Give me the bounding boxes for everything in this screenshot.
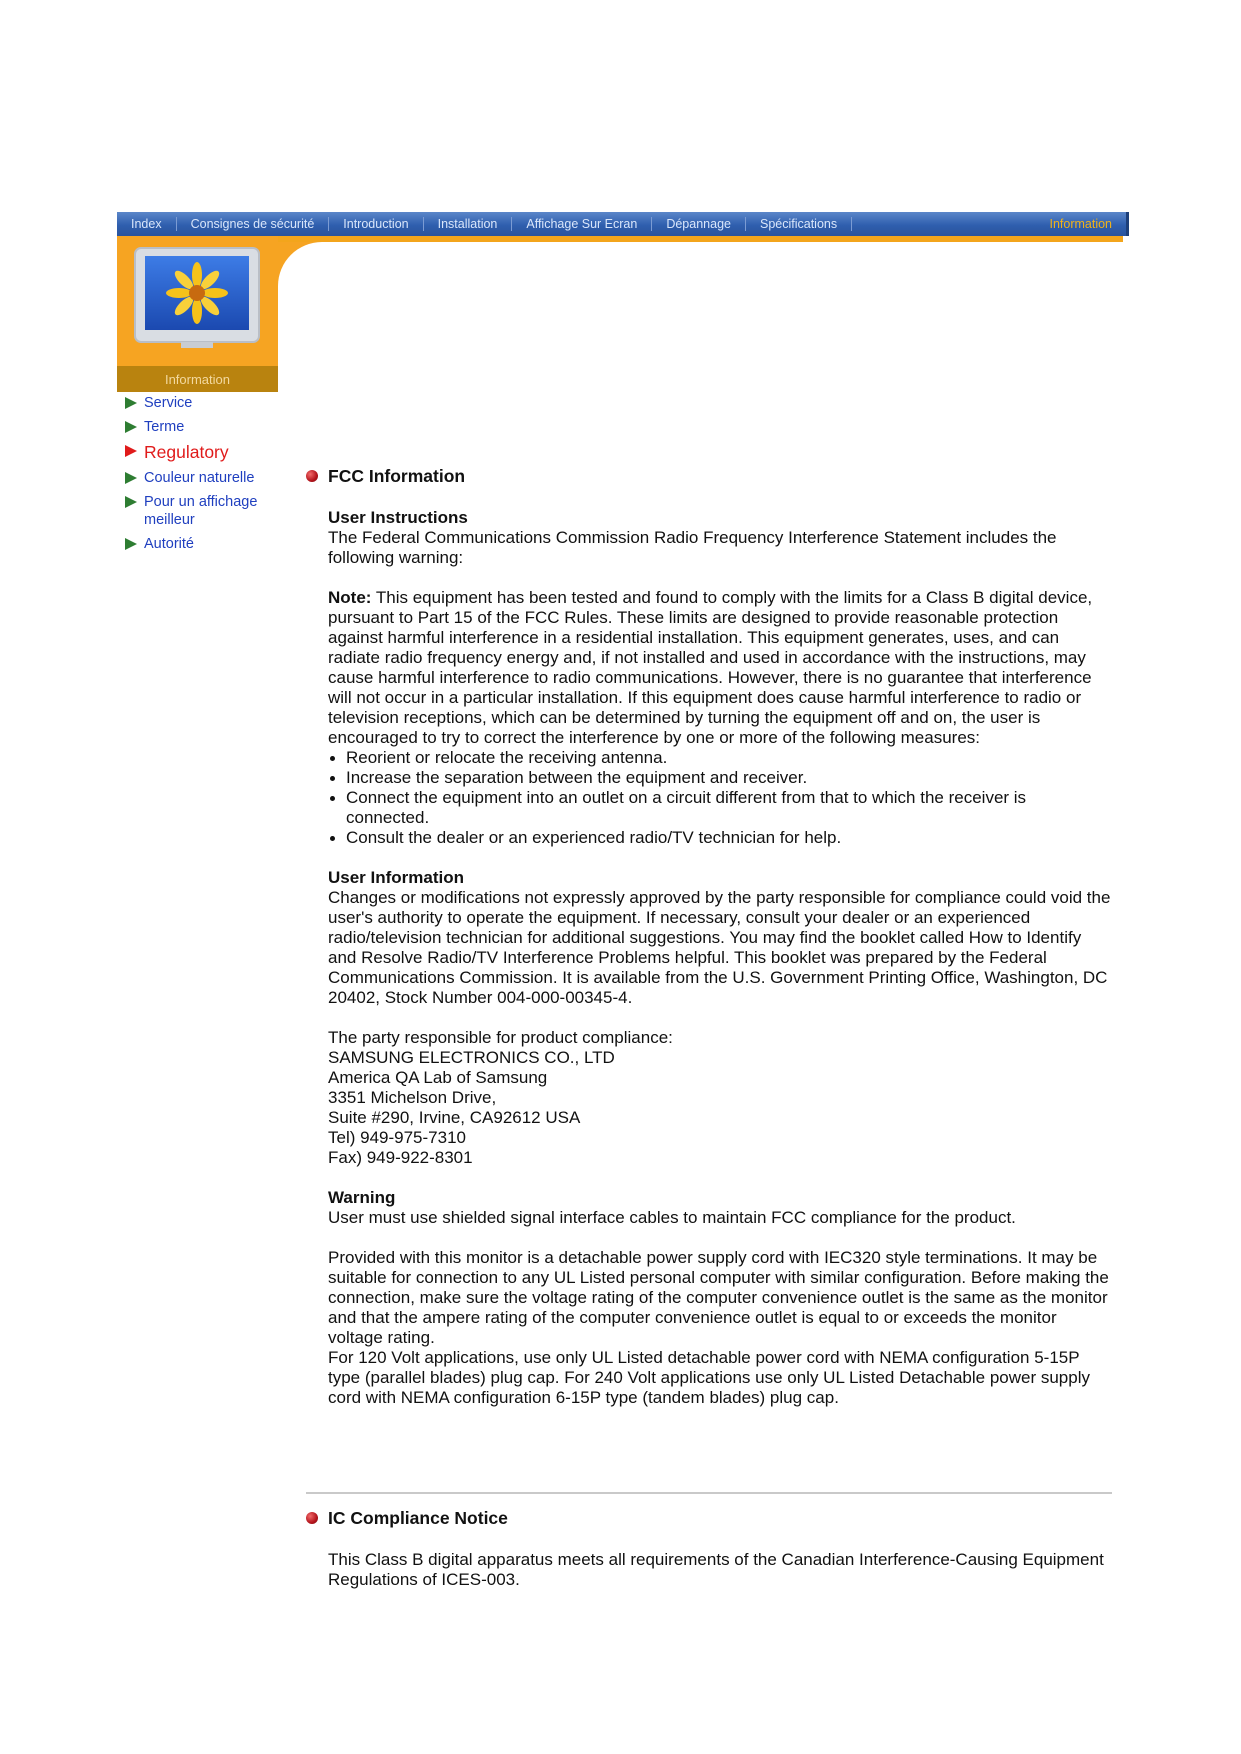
user-instructions-text: The Federal Communications Commission Radio Frequency Interference Statement includes the following warning:	[328, 528, 1057, 567]
tab-osd[interactable]: Affichage Sur Ecran	[512, 217, 652, 231]
tab-safety[interactable]: Consignes de sécurité	[177, 217, 330, 231]
measures-list	[328, 748, 1113, 848]
tab-index[interactable]: Index	[117, 217, 177, 231]
banner-curve	[278, 242, 1126, 302]
volt-text: For 120 Volt applications, use only UL Listed detachable power cord with NEMA configuration 5-15P type (parallel blades) plug cap. For 240 Volt applications use only UL Listed Detachable power supply cord with NEMA configuration 6-15P type (tandem blades) plug cap.	[328, 1348, 1090, 1407]
note-text: This equipment has been tested and found to comply with the limits for a Class B digital device, pursuant to Part 15 of the FCC Rules. These limits are designed to provide reasonable protection against harmful interference in a residential installation. This equipment generates, uses, and can radiate radio frequency energy and, if not installed and used in accordance with the instructions, may cause harmful interference to radio communications. However, there is no guarantee that interference will not occur in a particular installation. If this equipment does cause harmful interference to radio or television receptions, which can be determined by turning the equipment off and on, the user is encouraged to try to correct the interference by one or more of the following measures:	[328, 588, 1093, 747]
tab-specifications[interactable]: Spécifications	[746, 217, 852, 231]
arrow-right-icon	[125, 445, 137, 457]
note-label: Note:	[328, 588, 372, 607]
party-lab: America QA Lab of Samsung	[328, 1068, 548, 1087]
user-instructions-heading: User Instructions	[328, 508, 468, 527]
sidebar-item-terme[interactable]	[125, 418, 275, 436]
main-content	[328, 466, 1113, 1590]
sidebar-item-label: Service	[144, 395, 193, 411]
sidebar-item-service[interactable]	[125, 394, 275, 412]
sidebar-item-autorite[interactable]	[125, 535, 275, 553]
ic-section-heading	[306, 1508, 1091, 1528]
monitor-illustration	[133, 246, 261, 350]
party-intro: The party responsible for product compliance:	[328, 1028, 673, 1047]
sidebar-item-couleur-naturelle[interactable]	[125, 469, 275, 487]
user-information-heading: User Information	[328, 868, 465, 887]
warning-text: User must use shielded signal interface cables to maintain FCC compliance for the product.	[328, 1208, 1016, 1227]
list-item: Consult the dealer or an experienced radio/TV technician for help.	[328, 828, 1113, 848]
arrow-right-icon	[125, 496, 137, 508]
party-suite: Suite #290, Irvine, CA92612 USA	[328, 1108, 581, 1127]
top-nav-bar	[117, 212, 1129, 236]
power-cord-text: Provided with this monitor is a detachable power supply cord with IEC320 style terminations. It may be suitable for connection to any UL Listed personal computer with similar configuration. Before making the connection, make sure the voltage rating of the computer convenience outlet is the same as the monitor and that the ampere rating of the computer convenience outlet is equal to or exceeds the monitor voltage rating.	[328, 1248, 1109, 1347]
sidebar-item-label: Pour un affichage meilleur	[144, 494, 258, 528]
warning-heading: Warning	[328, 1188, 396, 1207]
party-company: SAMSUNG ELECTRONICS CO., LTD	[328, 1048, 615, 1067]
bullet-icon	[306, 1512, 318, 1524]
section-title: IC Compliance Notice	[328, 1508, 508, 1528]
ic-text: This Class B digital apparatus meets all requirements of the Canadian Interference-Causing Equipment Regulations of ICES-003.	[328, 1550, 1104, 1589]
arrow-right-icon	[125, 472, 137, 484]
list-item: Connect the equipment into an outlet on a circuit different from that to which the receiver is connected.	[328, 788, 1113, 828]
section-divider	[306, 1492, 1112, 1494]
party-street: 3351 Michelson Drive,	[328, 1088, 497, 1107]
list-item: Reorient or relocate the receiving antenna.	[328, 748, 1113, 768]
party-tel: Tel) 949-975-7310	[328, 1128, 466, 1147]
sidebar-header-label: Information	[117, 366, 278, 392]
list-item: Increase the separation between the equipment and receiver.	[328, 768, 1113, 788]
arrow-right-icon	[125, 538, 137, 550]
arrow-right-icon	[125, 397, 137, 409]
sidebar-item-label: Terme	[144, 419, 185, 435]
sidebar-item-label: Autorité	[144, 536, 194, 552]
party-fax: Fax) 949-922-8301	[328, 1148, 473, 1167]
sidebar-item-affichage-meilleur[interactable]	[125, 493, 275, 529]
bullet-icon	[306, 470, 318, 482]
sidebar-item-label: Regulatory	[144, 442, 229, 462]
tab-information[interactable]: Information	[1049, 217, 1112, 231]
section-title: FCC Information	[328, 466, 466, 486]
tab-installation[interactable]: Installation	[424, 217, 513, 231]
tab-introduction[interactable]: Introduction	[329, 217, 423, 231]
tab-troubleshooting[interactable]: Dépannage	[652, 217, 746, 231]
note-paragraph	[328, 588, 1113, 748]
sidebar-item-label: Couleur naturelle	[144, 470, 255, 486]
sidebar-item-regulatory[interactable]	[125, 442, 275, 463]
user-information-text: Changes or modifications not expressly approved by the party responsible for compliance could void the user's authority to operate the equipment. If necessary, consult your dealer or an experienced radio/television technician for additional suggestions. You may find the booklet called How to Identify and Resolve Radio/TV Interference Problems helpful. This booklet was prepared by the Federal Communications Commission. It is available from the U.S. Government Printing Office, Washington, DC 20402, Stock Number 004-000-00345-4.	[328, 888, 1111, 1007]
fcc-section-heading	[306, 466, 1091, 486]
sidebar-menu	[125, 394, 275, 559]
arrow-right-icon	[125, 421, 137, 433]
